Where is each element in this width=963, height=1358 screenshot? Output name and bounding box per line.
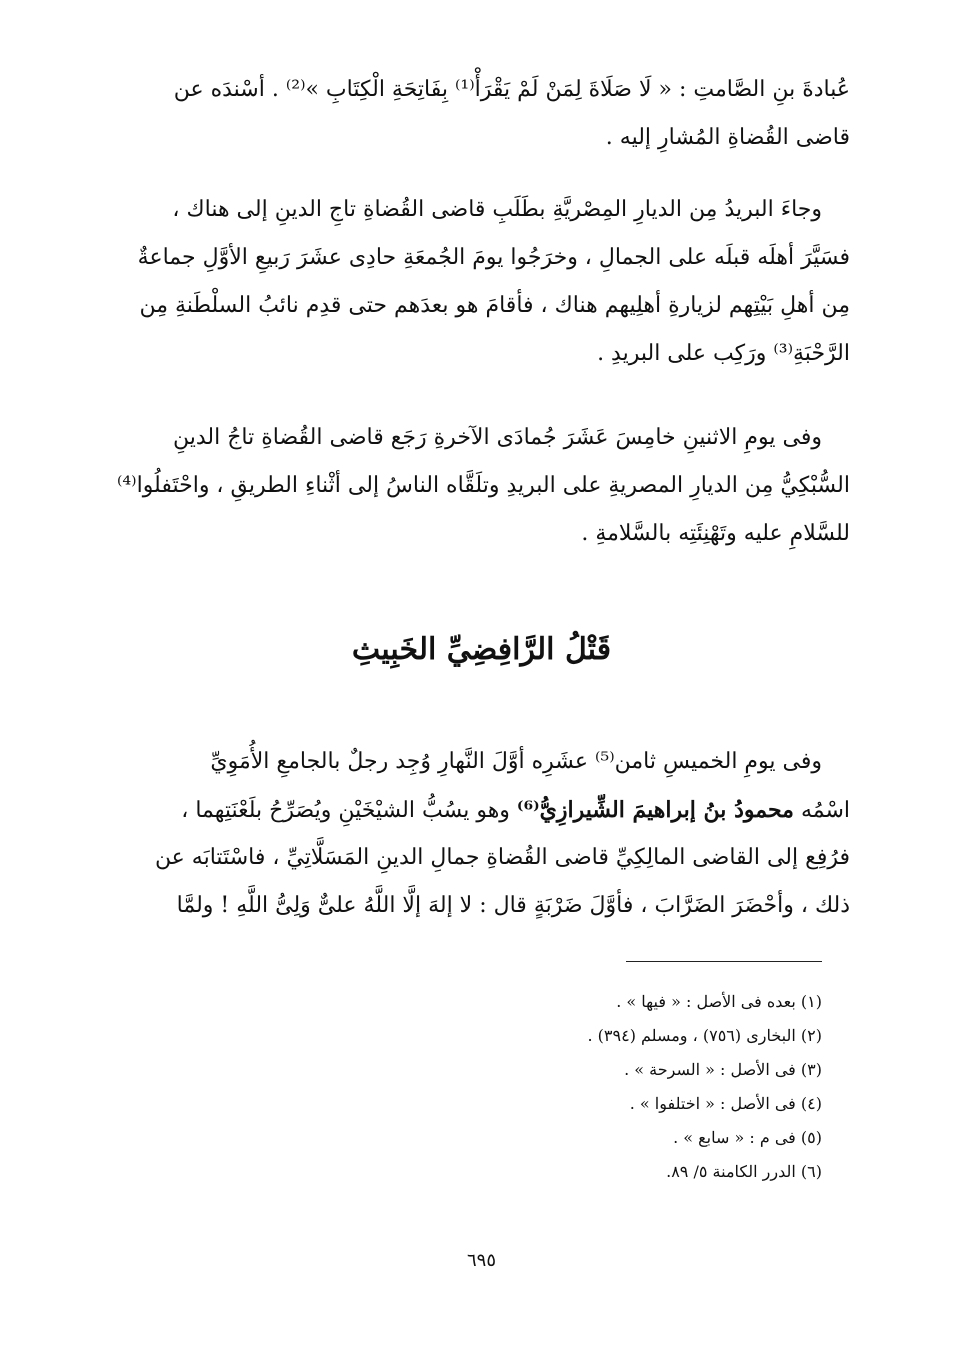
- paragraph-rafidi: [125, 738, 850, 930]
- footnotes: [200, 985, 822, 1189]
- text-line: للسَّلامِ عليه وتَهْنِئَتِه بالسَّلامةِ .: [581, 521, 850, 546]
- text-line: ذلك ، وأحْضَرَ الضَرَّابَ ، فأوَّلَ ضَرْبَةٍ قال : لا إلهَ إلَّا اللَّهُ علىٌّ وَلِىُّ اللَّهِ ! ولمَّا: [176, 893, 850, 918]
- footnote: (٣) فى الأصل : « السرحة » .: [624, 1060, 822, 1079]
- text-line: الرَّحْبَةِ⁽³⁾ ورَكِب على البريدِ .: [597, 341, 850, 366]
- text-segment: وهو يسُبُّ الشيْخَيْنِ ويُصَرِّحُ بلَعْنَتِهما ،: [181, 798, 510, 823]
- text-line: وفى يومِ الاثنينِ خامِسَ عَشَرَ جُمادَى الآخرةِ رَجَع قاضى القُضاةِ تاجُ الدينِ: [173, 425, 822, 450]
- page-number: ٦٩٥: [466, 1250, 496, 1271]
- text-line: قاضى القُضاةِ المُشارِ إليه .: [605, 125, 850, 150]
- person-name: محمودُ بنُ إبراهيمَ الشِّيرازِيُّ⁽⁶⁾: [516, 797, 794, 823]
- text-line: السُّبْكِيُّ مِن الديارِ المصريةِ على البريدِ وتلَقَّاه الناسُ إلى أثْناءِ الطريقِ ، واحْتَفلُوا⁽⁴⁾: [116, 473, 850, 498]
- section-heading: قَتْلُ الرَّافِضِيِّ الخَبِيثِ: [351, 632, 612, 667]
- footnote: (٢) البخارى (٧٥٦) ، ومسلم (٣٩٤) .: [587, 1026, 822, 1045]
- text-line: وفى يومِ الخميسِ ثامن⁽⁵⁾ عشَرِه أوَّلَ النَّهارِ وُجِد رجلٌ بالجامعِ الأُمَوِيِّ: [210, 749, 822, 774]
- footnote: (٥) فى م : « سابع » .: [673, 1128, 822, 1147]
- paragraph-isnad: [125, 66, 850, 162]
- text-line: فسَيَّرَ أهلَه قبلَه على الجمالِ ، وخرَجُوا يومَ الجُمعَةِ حادِى عشَرَ رَبيعِ الأوَّلِ جماعةٌ: [137, 245, 850, 270]
- text-segment: اسْمُه: [800, 798, 850, 823]
- text-line: [125, 786, 850, 834]
- text-line: وجاءَ البريدُ مِن الديارِ المِصْريَّةِ بطَلَبِ قاضى القُضاةِ تاجِ الدينِ إلى هناك ،: [172, 197, 822, 222]
- footnote: (١) بعده فى الأصل : « فيها » .: [616, 992, 822, 1011]
- paragraph-mail: [125, 186, 850, 378]
- paragraph-return: [116, 414, 850, 558]
- footnote: (٤) فى الأصل : « اختلفوا » .: [629, 1094, 822, 1113]
- text-line: مِن أهلِ بَيْتِهم لزيارةِ أهلِيهم هناك ، فأقامَ هو بعدَهم حتى قدِم نائبُ السلْطَنةِ مِن: [139, 293, 850, 318]
- footnote: (٦) الدرر الكامنة ٥/ ٨٩.: [666, 1162, 822, 1181]
- footnote-divider: [626, 961, 822, 962]
- text-line: عُبادةَ بنِ الصَّامتِ : « لَا صَلَاةَ لِمَنْ لَمْ يَقْرَأْ⁽¹⁾ بِفَاتِحَةِ الْكِتَابِ »⁽²⁾ . أسْندَه عن: [173, 77, 850, 102]
- text-line: فرُفِع إلى القاضى المالِكِيِّ قاضى القُضاةِ جمالِ الدينِ المَسَلَّاتِيِّ ، فاسْتَتابَه عن: [154, 845, 850, 870]
